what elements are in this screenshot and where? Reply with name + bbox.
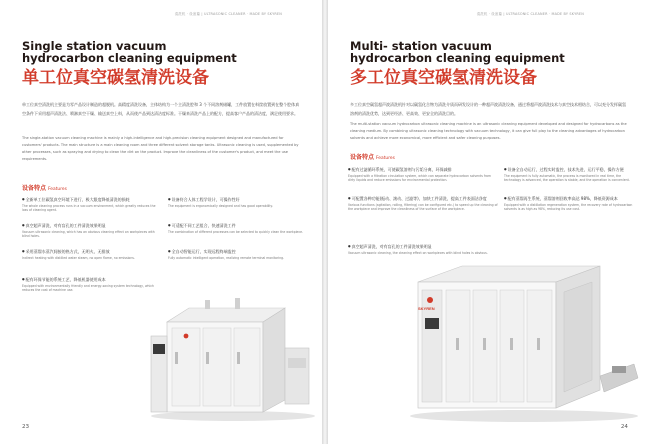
features-heading-cn: 设备特点 [350,154,375,161]
features-heading-cn: 设备特点 [22,185,47,192]
intro-paragraph-chinese: 多工位真空碳氢超声波清洗机针对以碳氢化合物为清洗介质而研发设计的一种超声波清洗设备，通过将超声波清洗技术与真空技术相结合，可以充分发挥碳氢溶剂的清洗优势，达到更经济、更高效、更安全的清洗目的。 [350,102,626,116]
feature-en: Fully automatic intelligent operation, realizing remote terminal monitoring. [168,256,285,260]
title-chinese: 单工位真空碳氢清洗设备 [22,68,209,88]
feature-cn: ● 配有蒸馏再生系统，蒸馏溶剂回收率高达 98%，降低资源成本 [504,195,636,202]
feature-cn: ● 配有环保节能的系统工艺，降低机器使用成本 [22,276,160,283]
feature-en: Equipped with environmentally friendly and energy-saving system technology, which reduces the cost of machine use. [22,284,154,293]
right-page [328,0,650,444]
feature-en: Equipped with a distillation regeneration system, the recovery rate of hydrocarbon solvents is as high as 98%, reducing its use cost. [504,203,633,212]
multi-station-machine-image [406,258,642,424]
page-header: 清洗机 · 设备篇 | ULTRASONIC CLEANER · MADE BY SKYREN [174,12,282,16]
feature-cn: ● 真空超声清洗，对有盲孔的工件清洗效果明显 [22,222,160,229]
features-heading [350,152,395,161]
feature-item [22,276,160,293]
feature-en: Various functions (agitation, rolling, filtering) can be configured etc.) to speed up the cleaning of the workpiece and improve the cleanliness of the surface of the workpiece. [348,203,498,212]
feature-en: The combination of different processes can be selected to quickly clean the workpiece. [168,230,304,234]
title-english-line-1: Multi- station vacuum [350,39,492,53]
feature-en: The whole cleaning process runs in a vacuum environment, which greatly reduces the loss of cleaning agent. [22,204,156,213]
feature-en: The equipment is fully automatic, the process is monitored in real time, the technology is advanced, the operation is stable, and the operation is convenient. [504,174,630,183]
title-english-line-2: hydrocarbon cleaning equipment [350,51,565,65]
feature-item [168,222,304,234]
title-english-line-2: hydrocarbon cleaning equipment [22,51,237,65]
feature-cn: ● 全自动智能运行，实现远程终端监控 [168,248,304,255]
feature-cn: ● 设备符合人体工程学设计，可操作性好 [168,196,304,203]
feature-en: Indirect heating with distilled water steam, no open flame, no emissions. [22,256,135,260]
feature-item [22,196,160,213]
intro-paragraph-english: The single-station vacuum cleaning machine is mainly a high-intelligence and high-precision cleaning equipment designed and manufactured for customers' products. The main structure is a main cleaning room and three different solvent storage tanks. Ultrasonic cleaning is used, supplemented by other processes, such as spraying and drying to clean the dirt on the product. Improve the cleanliness of the customer's product, and meet the use requirements. [22,136,299,161]
feature-item [504,166,636,183]
feature-cn: ● 真空超声清洗，对有盲孔的工件清洗效果明显 [348,243,498,250]
feature-item [348,195,498,212]
single-station-machine-image [145,292,315,422]
feature-item [168,248,304,260]
feature-cn: ● 可配置各种功能(振动、滚动、过滤等)，加快工件清洗，提高工件表面洁净度 [348,195,498,202]
features-heading-en: Features [48,187,67,192]
feature-cn: ● 设备全自动运行，过程实时监控，技术先进，运行平稳，操作方便 [504,166,636,173]
feature-en: Equipped with a filtration circulation system, which can separate hydrocarbon solvents from dirty liquids and reduce emissions for environmental protection. [348,174,492,183]
page-header: 清洗机 · 设备篇 | ULTRASONIC CLEANER · MADE BY SKYREN [476,12,584,16]
feature-item [504,195,636,212]
intro-paragraph-chinese: 单工位真空清洗机主要是为零产品设计制造的超脱机。高精度清洗设备，主体结构为一个主清洗腔和 3 个不同溶剂储罐，工件放置在料筐放置到在整个腔体真空条件下采用超声清洗法、喷淋真空干燥、输送真空上料，从而使产品到达清洁度标准。干燥来清洗产品上的配方，提高客户产品的清洁度，满足使用要求。 [22,102,300,116]
feature-cn: ● 全新单工位碳氢真空环境下进行，极大限度降低清洗的损耗 [22,196,160,203]
intro-paragraph-english: The multi-station vacuum hydrocarbon ultrasonic cleaning machine is an ultrasonic cleaning equipment developed and designed for hydrocarbons as the cleaning medium. By combining ultrasonic cleaning technology with vacuum technology, it can give full play to the cleaning advantages of hydrocarbon solvents and achieve more economical, more efficient and safer cleaning purposes. [350,122,627,140]
features-heading-en: Features [376,156,395,161]
page-number: 24 [620,424,628,430]
title-chinese: 多工位真空碳氢清洗设备 [350,68,537,88]
feature-item [348,166,498,183]
title-english-line-1: Single station vacuum [22,39,167,53]
feature-item [348,243,498,255]
feature-en: Vacuum ultrasonic cleaning, the cleaning effect on workpieces with blind holes is obvious. [348,251,488,255]
brand-label: SKYREN [418,306,435,311]
feature-en: Vacuum ultrasonic cleaning, which has an obvious cleaning effect on workpieces with blind holes. [22,230,155,239]
feature-item [168,196,304,208]
feature-item [22,248,160,260]
feature-cn: ● 采用蒸馏水蒸汽间接的热方式，无明火、无排放 [22,248,160,255]
feature-cn: ● 可适配不同工艺组合，快速清洗工件 [168,222,304,229]
features-heading [22,183,67,192]
feature-en: The equipment is ergonomically designed and has good operability. [168,204,273,208]
page-number: 23 [22,424,30,430]
left-page [0,0,322,444]
feature-cn: ● 配有过滤循环系统，可使碳氢溶剂与污垢分离，环保减排 [348,166,498,173]
feature-item [22,222,160,239]
